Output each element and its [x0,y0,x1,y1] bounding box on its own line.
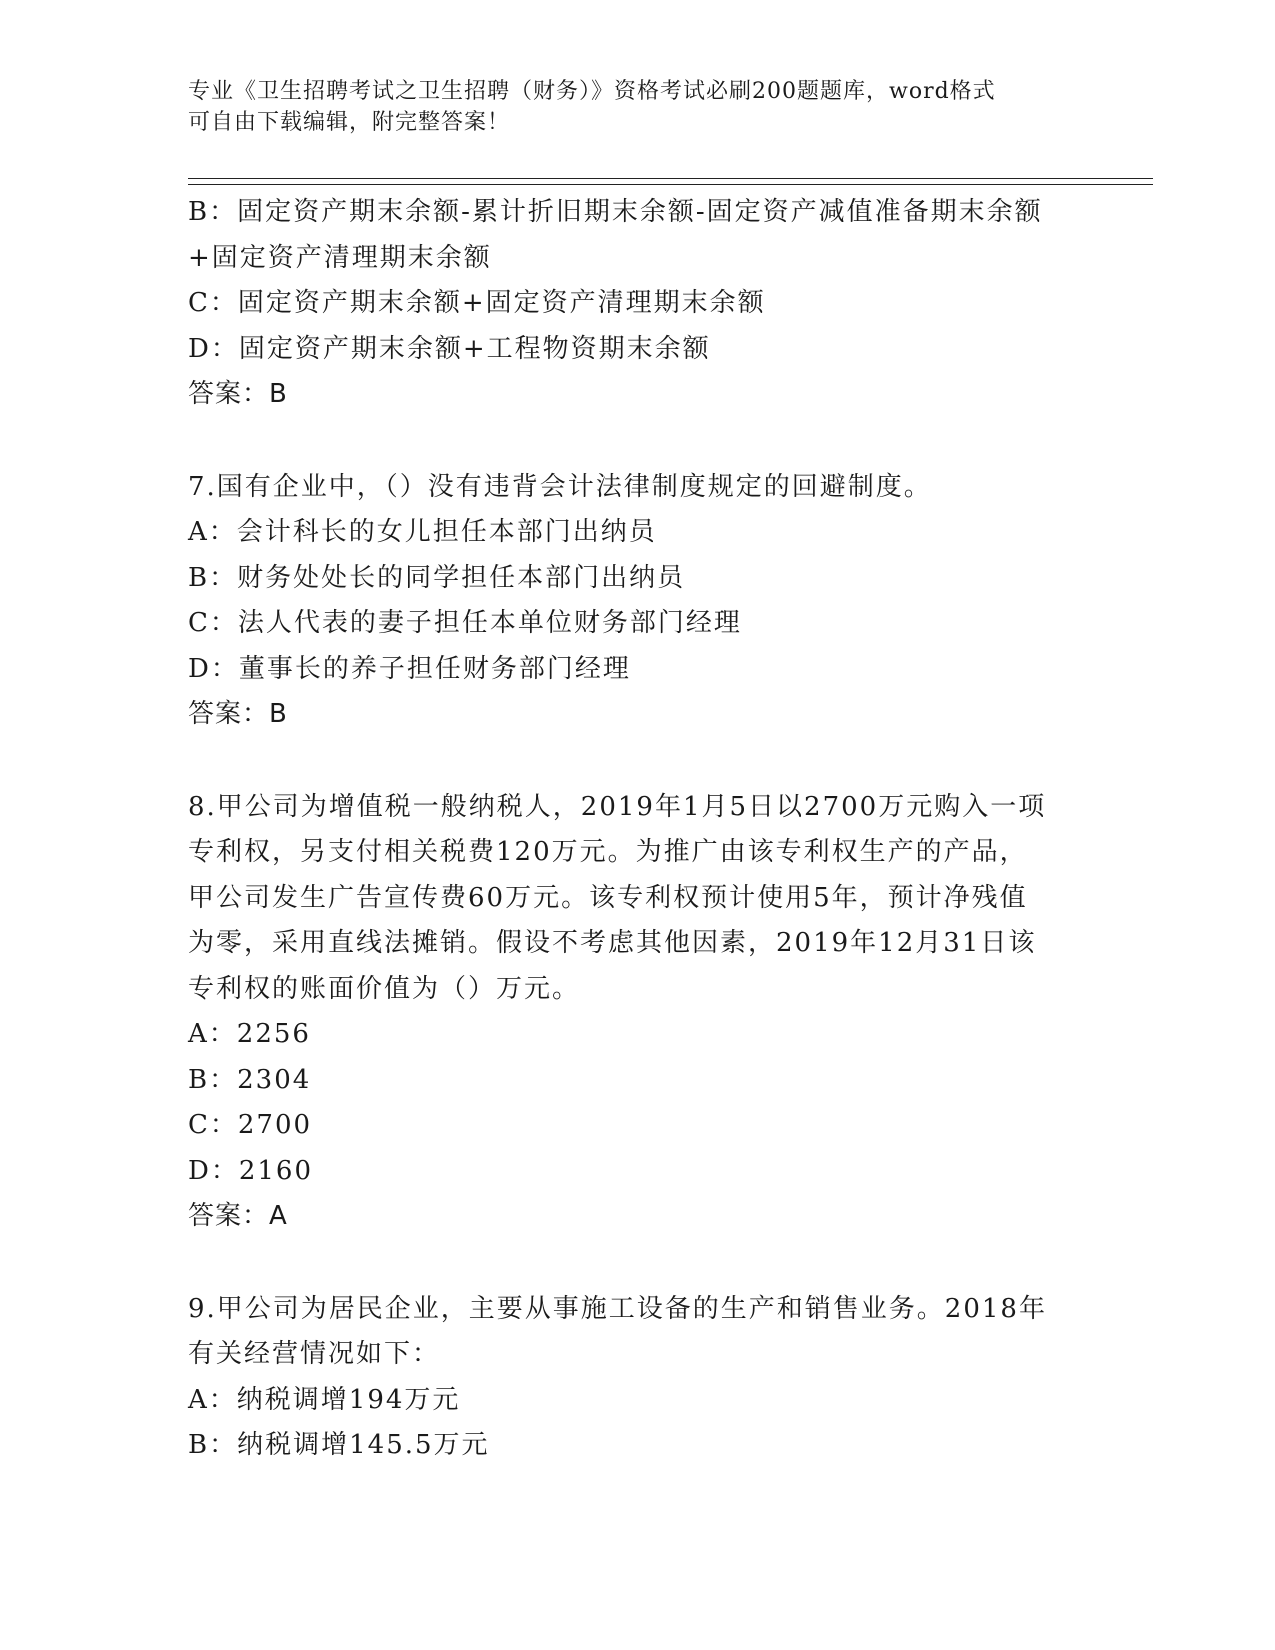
spacer [188,738,1088,785]
option-d: D：固定资产期末余额+工程物资期末余额 [188,333,711,364]
option-b: B：固定资产期末余额-累计折旧期末余额-固定资产减值准备期末余额 [188,197,1043,227]
option-b: B：纳税调增145.5万元 [188,1430,490,1460]
spacer [188,1240,1088,1287]
answer: 答案：B [188,379,288,409]
option-a: A：会计科长的女儿担任本部门出纳员 [188,517,657,547]
document-header [188,76,1088,138]
option-b-continued: +固定资产清理期末余额 [188,242,492,273]
header-line-1: 专业《卫生招聘考试之卫生招聘（财务）》资格考试必刷200题题库，word格式 [188,79,996,104]
question-6 [188,190,1088,418]
question-stem: 8.甲公司为增值税一般纳税人，2019年1月5日以2700万元购入一项 [188,791,1047,822]
question-list [188,190,1088,1469]
question-stem: 甲公司发生广告宣传费60万元。该专利权预计使用5年，预计净残值 [188,882,1028,913]
option-b: B：2304 [188,1064,312,1095]
option-d: D：2160 [188,1155,314,1186]
header-divider-top [188,178,1153,179]
spacer [188,418,1088,465]
question-stem: 有关经营情况如下： [188,1339,441,1369]
question-9 [188,1287,1088,1469]
option-b: B：财务处处长的同学担任本部门出纳员 [188,562,686,593]
question-stem: 专利权的账面价值为（）万元。 [188,973,581,1004]
question-stem: 9.甲公司为居民企业，主要从事施工设备的生产和销售业务。2018年 [188,1293,1047,1324]
question-stem: 7.国有企业中，（）没有违背会计法律制度规定的回避制度。 [188,471,932,502]
option-a: A：2256 [188,1019,311,1049]
option-c: C：法人代表的妻子担任本单位财务部门经理 [188,608,742,638]
question-8 [188,785,1088,1240]
header-line-2: 可自由下载编辑，附完整答案！ [188,110,511,135]
question-stem: 为零，采用直线法摊销。假设不考虑其他因素，2019年12月31日该 [188,928,1037,958]
option-d: D：董事长的养子担任财务部门经理 [188,653,631,684]
answer: 答案：B [188,699,288,729]
option-c: C：固定资产期末余额+固定资产清理期末余额 [188,288,766,318]
question-7 [188,465,1088,738]
header-divider-bottom [188,184,1153,185]
option-c: C：2700 [188,1110,313,1140]
option-a: A：纳税调增194万元 [188,1384,461,1415]
question-stem: 专利权，另支付相关税费120万元。为推广由该专利权生产的产品， [188,837,1028,867]
answer: 答案：A [188,1201,288,1231]
